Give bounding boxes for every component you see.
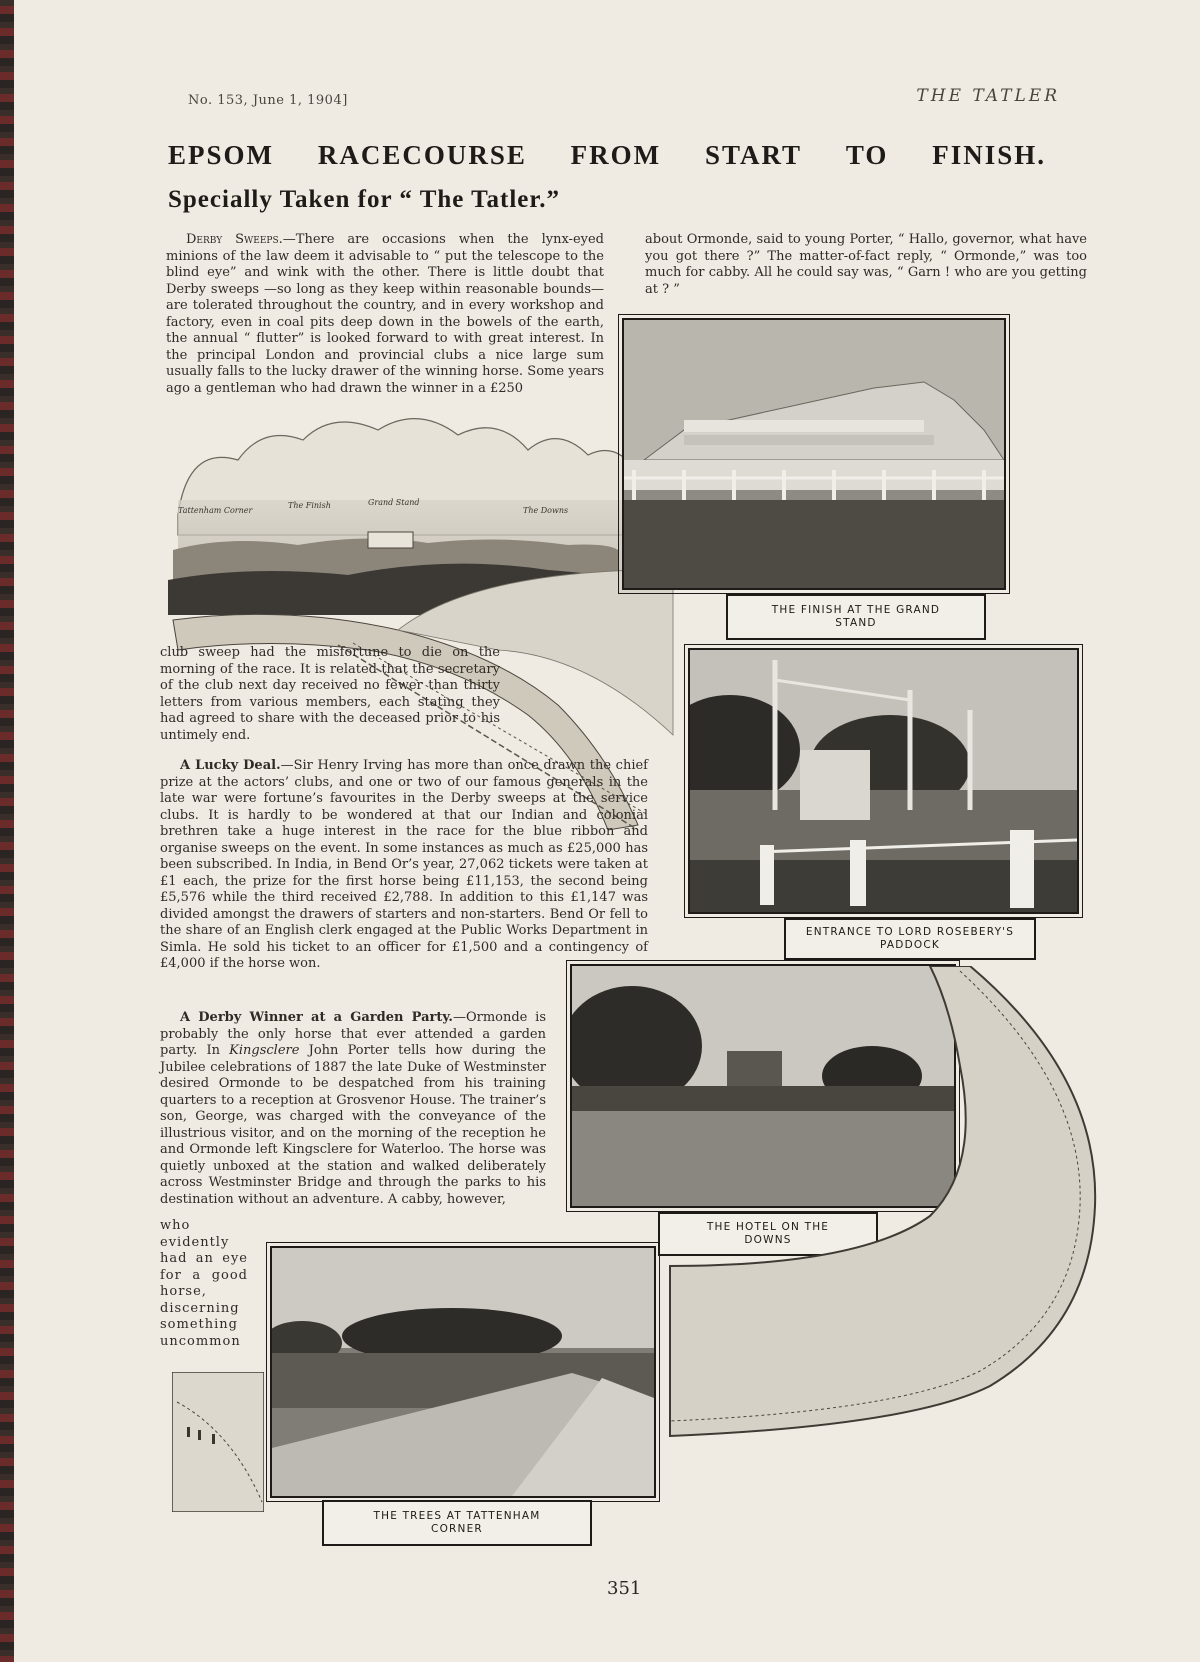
title-word: EPSOM [168,140,275,170]
para-body: club sweep had the misfortune to die on the morning of the race. It is related that the secretary of the club next day received no fewer than thirty letters from various members, each stating they had agreed to share with the deceased prior to his untimely end. [160,645,500,743]
caption-line: THE FINISH AT THE GRAND [771,604,941,616]
sketch-label: The Downs [523,506,569,515]
article-para-lucky-deal [160,758,648,973]
grand-stand-image [624,320,1004,588]
para-body: about Ormonde, said to young Porter, “ Hallo, governor, what have you got there ?” The matter-of-fact reply, “ Ormonde,” was too much for cabby. All he could say was, “ Garn ! who are you getting at ? ” [645,232,1087,297]
caption-line: DOWNS [744,1234,792,1246]
para-lead: Derby Sweeps. [186,232,283,247]
tattenham-trees-image [272,1248,654,1496]
para-body: —Ormonde is probably the only horse that ever attended a garden party. In [160,1010,546,1058]
caption-line: THE HOTEL ON THE [706,1221,830,1233]
caption-tattenham-trees [322,1500,592,1546]
corner-sketch [172,1372,264,1512]
page-subtitle: Specially Taken for “ The Tatler.” [168,186,560,213]
caption-grand-stand [726,594,986,640]
sketch-label: Tattenham Corner [178,506,253,515]
page-number: 351 [607,1578,642,1599]
title-word: FINISH. [932,140,1046,170]
article-para-garden-party [160,1010,546,1208]
page-title [168,140,1046,171]
magazine-name: THE TATLER [916,86,1060,106]
article-para-continued-top [645,232,1087,298]
photo-paddock [688,648,1079,914]
caption-line: THE TREES AT TATTENHAM [373,1510,541,1522]
para-lead: A Derby Winner at a Garden Party. [180,1010,453,1025]
caption-line: CORNER [431,1523,483,1535]
grandstand-sketch [368,532,413,548]
sketch-label: Grand Stand [368,498,420,507]
article-para-club-sweep [160,645,500,744]
para-body: who evidently had an eye for a good horse, discerning something uncommon [160,1218,248,1349]
caption-line: STAND [835,617,877,629]
title-word: RACECOURSE [317,140,527,170]
caption-line: ENTRANCE TO LORD ROSEBERY'S [805,926,1015,938]
article-para-derby-sweeps [166,232,604,397]
paddock-image [690,650,1077,912]
course-curve-sketch [660,966,1100,1486]
photo-grand-stand [622,318,1006,590]
course-curve [670,966,1095,1436]
binding-edge [0,0,14,1662]
caption-paddock [784,918,1036,960]
para-body: —Sir Henry Irving has more than once drawn the chief prize at the actors’ clubs, and one or two of our famous generals in the late war were fortune’s favourites in the Derby sweeps at the service clubs. It is hardly to be wondered at that our Indian and colonial brethren take a huge interest in the race for the blue ribbon and organise sweeps on the event. In some instances as much as £25,000 has been subscribed. In India, in Bend Or’s year, 27,062 tickets were taken at £1 each, the prize for the first horse being £11,153, the second being £5,576 while the third received £2,788. In addition to this £1,147 was divided amongst the drawers of starters and non-starters. Bend Or fell to the share of an English clerk engaged at the Public Works Department in Simla. He sold his ticket to an officer for £1,500 and a contingency of £4,000 if the horse won. [160,758,648,971]
article-narrow-text [160,1218,248,1350]
sketch-label: The Finish [288,501,331,510]
caption-line: PADDOCK [880,939,940,951]
issue-line: No. 153, June 1, 1904] [188,93,348,108]
title-word: START [704,140,803,170]
para-lead: A Lucky Deal. [180,758,281,773]
para-body: —There are occasions when the lynx-eyed minions of the law deem it advisable to “ put the telescope to the blind eye” and wink with the other. There is little doubt that Derby sweeps —so long as they keep within reasonable bounds—are tolerated throughout the country, and in every workshop and factory, even in coal pits deep down in the bowels of the earth, the annual “ flutter” is looked forward to with great interest. In the principal London and provincial clubs a nice large sum usually falls to the lucky drawer of the winning horse. Some years ago a gentleman who had drawn the winner in a £250 [166,232,604,396]
photo-tattenham-trees [270,1246,656,1498]
book-title: Kingsclere [229,1043,300,1058]
title-word: TO [845,140,889,170]
para-body: John Porter tells how during the Jubilee celebrations of 1887 the late Duke of Westminster desired Ormonde to be despatched from his training quarters to a reception at Grosvenor House. The trainer’s son, George, was charged with the conveyance of the illustrious visitor, and on the morning of the reception he and Ormonde left Kingsclere for Waterloo. The horse was quietly unboxed at the station and walked deliberately across Westminster Bridge and through the parks to his destination without an adventure. A cabby, however, [160,1043,546,1207]
title-word: FROM [570,140,662,170]
